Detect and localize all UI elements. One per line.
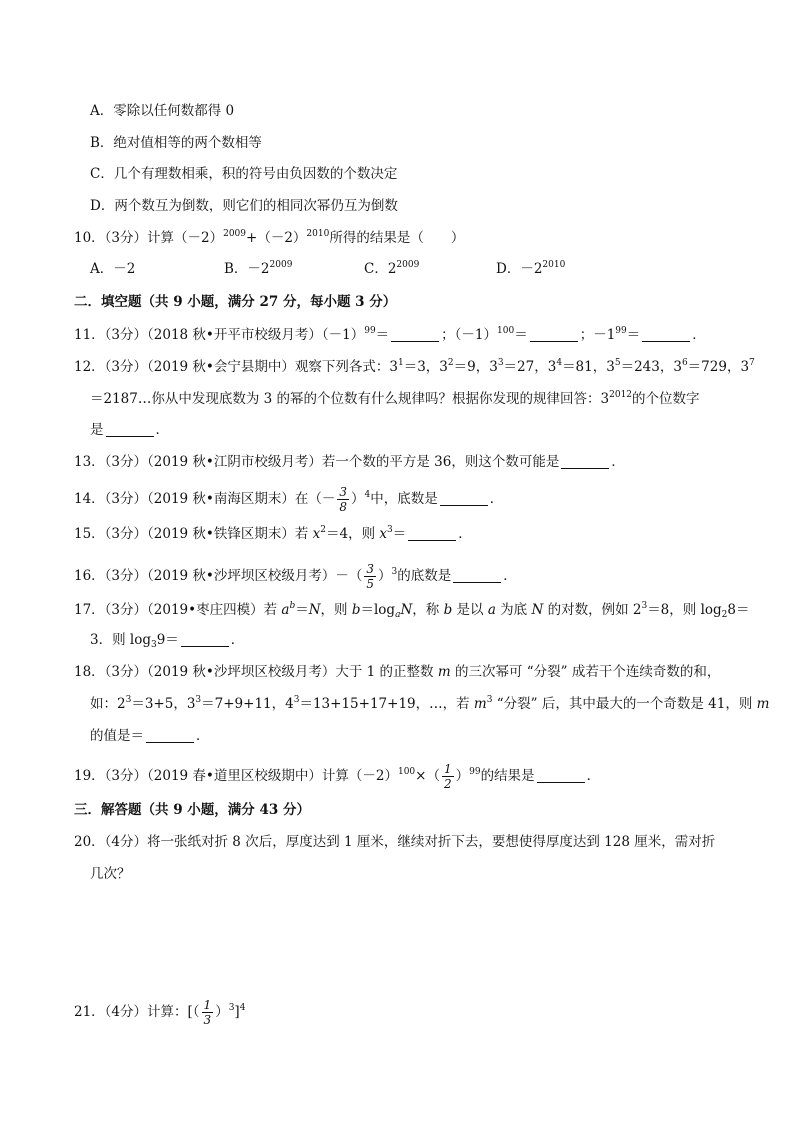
question-12-line-2: ＝2187…你从中发现底数为 3 的幂的个位数有什么规律吗？根据你发现的规律回答：$3^{2012}$的个位数字	[90, 390, 700, 407]
answer-blank[interactable]	[537, 768, 585, 783]
question-10: 10．（3分）计算$(-2)^{2009}+(-2)^{2010}$所得的结果是（ ）	[74, 229, 465, 246]
question-15: 15．（3分）（2019 秋•铁锋区期末）若 $x^2=4$，则 $x^3=$ ．	[74, 525, 472, 542]
fraction: $\frac{1}{3}$	[203, 998, 212, 1027]
answer-blank[interactable]	[146, 728, 194, 743]
question-13: 13．（3分）（2019 秋•江阴市校级月考）若一个数的平方是 36，则这个数可能是 ．	[74, 454, 625, 470]
answer-blank[interactable]	[440, 491, 488, 506]
fraction: $\frac{1}{2}$	[443, 762, 452, 791]
question-20-line-2: 几次？	[90, 866, 131, 882]
answer-blank[interactable]	[391, 327, 439, 342]
question-21: 21．（4分）计算：[（ $\frac{1}{3}$ ）$^3$]$^4$	[74, 998, 246, 1027]
answer-blank[interactable]	[181, 632, 229, 647]
question-17: 17．（3分）（2019•枣庄四模）若 $a^b=N$，则 $b=\log_aN$，称 b 是以 a 为底 N 的对数，例如 $2^3=8$，则 $\log_28=$	[74, 601, 750, 620]
answer-blank[interactable]	[561, 454, 609, 469]
question-18-line-2: 如：$2^3=3+5$，$3^3=7+9+11$，$4^3=13+15+17+19$，…，若 $m^3$ “分裂” 后，其中最大的一个奇数是 41，则 m	[90, 695, 770, 712]
fraction: $\frac{3}{5}$	[366, 562, 375, 591]
question-12-line-3: 是 ．	[90, 422, 169, 438]
question-12: 12．（3分）（2019 秋•会宁县期中）观察下列各式：$3^1=3$，$3^2=9$，$3^3=27$，$3^4=81$，$3^5=243$，$3^6=729$，$3^7$	[74, 358, 755, 375]
answer-blank[interactable]	[408, 526, 456, 541]
question-14: 14．（3分）（2019 秋•南海区期末）在（－ $\frac{3}{8}$ ）$^4$中，底数是 ．	[74, 485, 504, 514]
question-18-line-3: 的值是＝ ．	[90, 728, 210, 744]
q10-option-b: B．$-2^{2009}$	[224, 260, 293, 277]
option-c: C．几个有理数相乘，积的符号由负因数的个数决定	[90, 166, 398, 182]
question-20: 20．（4分）将一张纸对折 8 次后，厚度达到 1 厘米，继续对折下去，要想使得厚度达到 128 厘米，需对折	[74, 834, 716, 850]
option-d: D．两个数互为倒数，则它们的相同次幂仍互为倒数	[90, 198, 398, 214]
q10-option-c: C．$2^{2009}$	[364, 260, 420, 277]
q10-option-a: A．－2	[90, 261, 136, 277]
answer-blank[interactable]	[453, 568, 501, 583]
question-11: 11．（3分）（2018 秋•开平市校级月考）$(-1)^{99}=$ ；$(-1)^{100}=$ ；$-1^{99}=$ ．	[74, 326, 706, 343]
question-19: 19．（3分）（2019 春•道里区校级期中）计算$(-2)^{100}\times$（ $\frac{1}{2}$ ）$^{99}$的结果是 ．	[74, 762, 601, 791]
option-a: A．零除以任何数都得 0	[90, 103, 235, 119]
question-18: 18．（3分）（2019 秋•沙坪坝区校级月考）大于 1 的正整数 m 的三次幂可 “分裂” 成若干个连续奇数的和，	[74, 664, 721, 680]
option-b: B．绝对值相等的两个数相等	[90, 135, 262, 151]
section-heading-fill-in: 二．填空题（共 9 小题，满分 27 分，每小题 3 分）	[74, 294, 397, 310]
question-16: 16．（3分）（2019 秋•沙坪坝区校级月考）－（ $\frac{3}{5}$ ）$^3$的底数是 ．	[74, 562, 517, 591]
q10-option-d: D．$-2^{2010}$	[496, 260, 566, 277]
answer-blank[interactable]	[642, 327, 690, 342]
fraction: $\frac{3}{8}$	[339, 485, 348, 514]
answer-blank[interactable]	[106, 422, 154, 437]
answer-blank[interactable]	[530, 327, 578, 342]
section-heading-solve: 三．解答题（共 9 小题，满分 43 分）	[74, 802, 310, 818]
question-17-line-2: 3．则 $\log_39=$ ．	[90, 632, 245, 650]
